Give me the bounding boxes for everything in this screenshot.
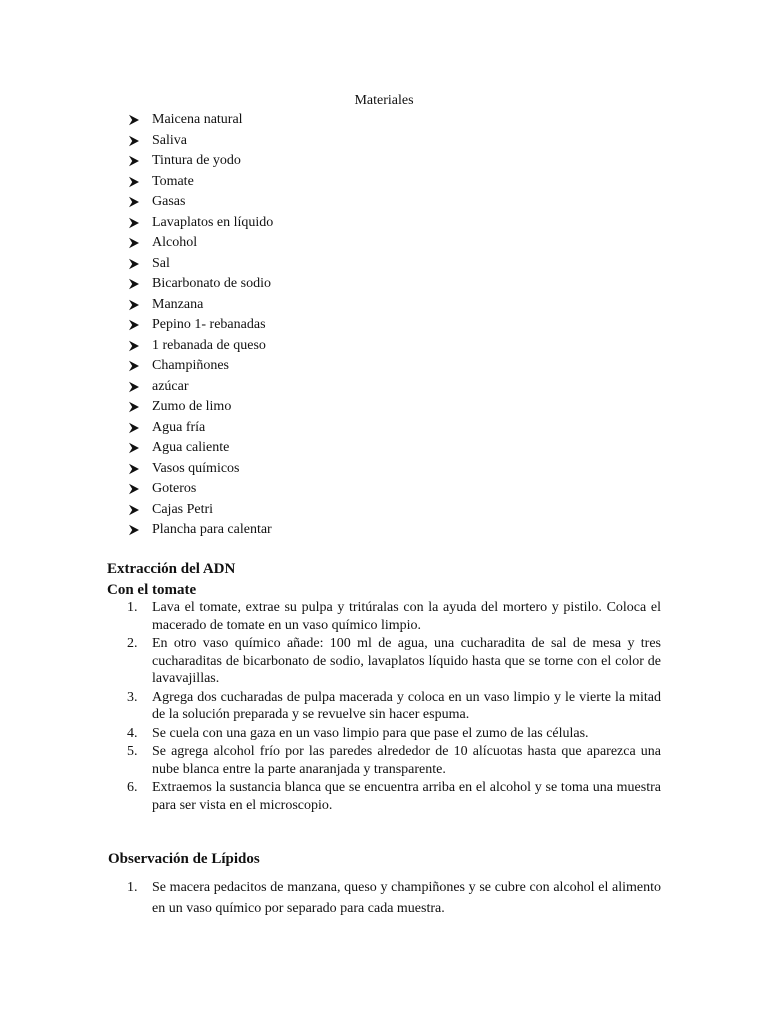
arrow-bullet-icon [128, 418, 152, 438]
material-item-label: Zumo de limo [152, 399, 232, 414]
step-number: 5. [127, 744, 138, 759]
material-item-label: Maicena natural [152, 112, 243, 127]
step-text: Se cuela con una gaza en un vaso limpio para que pase el zumo de las células. [152, 725, 589, 741]
material-item [128, 377, 273, 398]
material-item-label: Manzana [152, 296, 204, 312]
step-number: 3. [127, 689, 138, 705]
material-item-label: Plancha para calentar [152, 522, 272, 537]
arrow-bullet-icon [128, 356, 152, 376]
arrow-bullet-icon [128, 397, 152, 417]
arrow-bullet-icon [128, 315, 152, 335]
material-item-label: Cajas Petri [152, 501, 214, 517]
materials-title: Materiales [354, 93, 414, 108]
material-item-label: Alcohol [152, 235, 198, 250]
material-item [128, 397, 273, 418]
step-text: Agrega dos cucharadas de pulpa macerada y coloca en un vaso limpio y le vierte la mitad de la solución preparada y se revuelve sin hacer espuma. [152, 689, 661, 722]
arrow-bullet-icon [128, 479, 152, 499]
arrow-bullet-icon [128, 233, 152, 253]
step-item [107, 779, 661, 814]
material-item [128, 459, 273, 480]
material-item-label: azúcar [152, 378, 189, 394]
material-item [128, 192, 273, 213]
material-item [128, 418, 273, 439]
tomato-subheading: Con el tomate [107, 582, 197, 598]
material-item [128, 131, 273, 152]
step-text: En otro vaso químico añade: 100 ml de agua, una cucharadita de sal de mesa y tres cucharaditas de bicarbonato de sodio, lavaplatos líquido hasta que se torne con el color de lavavajillas. [152, 636, 661, 686]
material-item [128, 110, 273, 131]
material-item [128, 254, 273, 275]
material-item [128, 233, 273, 254]
material-item-label: Champiñones [152, 358, 229, 373]
step-number: 6. [127, 780, 138, 795]
step-item [107, 635, 661, 688]
material-item-label: Tintura de yodo [152, 153, 241, 168]
step-text: Se macera pedacitos de manzana, queso y champiñones y se cubre con alcohol el alimento en un vaso químico por separado para cada muestra. [152, 880, 661, 916]
material-item [128, 151, 273, 172]
material-item-label: Tomate [152, 173, 194, 189]
step-item [107, 743, 661, 778]
material-item [128, 520, 273, 541]
arrow-bullet-icon [128, 172, 152, 192]
arrow-bullet-icon [128, 438, 152, 458]
arrow-bullet-icon [128, 274, 152, 294]
material-item-label: Agua fría [152, 419, 206, 435]
arrow-bullet-icon [128, 377, 152, 397]
step-item [107, 725, 661, 743]
arrow-bullet-icon [128, 110, 152, 130]
arrow-bullet-icon [128, 151, 152, 171]
arrow-bullet-icon [128, 295, 152, 315]
dna-steps-list [107, 599, 661, 815]
material-item-label: Gasas [152, 194, 186, 209]
material-item [128, 295, 273, 316]
arrow-bullet-icon [128, 254, 152, 274]
material-item [128, 274, 273, 295]
step-text: Extraemos la sustancia blanca que se encuentra arriba en el alcohol y se toma una muestra para ser vista en el microscopio. [152, 780, 661, 813]
arrow-bullet-icon [128, 213, 152, 233]
arrow-bullet-icon [128, 459, 152, 479]
step-number: 1. [127, 880, 138, 895]
step-item [107, 689, 661, 724]
material-item [128, 315, 273, 336]
material-item [128, 500, 273, 521]
material-item-label: Bicarbonato de sodio [152, 276, 271, 291]
lipids-steps-list [107, 877, 661, 920]
step-number: 4. [127, 725, 138, 741]
arrow-bullet-icon [128, 500, 152, 520]
material-item-label: Agua caliente [152, 440, 230, 455]
arrow-bullet-icon [128, 520, 152, 540]
arrow-bullet-icon [128, 336, 152, 356]
material-item-label: Lavaplatos en líquido [152, 214, 274, 230]
step-item [107, 877, 661, 919]
materials-list [128, 110, 273, 541]
lipids-heading: Observación de Lípidos [108, 851, 260, 867]
material-item [128, 438, 273, 459]
arrow-bullet-icon [128, 192, 152, 212]
material-item-label: Saliva [152, 132, 187, 148]
material-item-label: Sal [152, 255, 170, 271]
material-item [128, 336, 273, 357]
step-text: Se agrega alcohol frío por las paredes alrededor de 10 alícuotas hasta que aparezca una nube blanca entre la parte anaranjada y transparente. [152, 744, 661, 777]
material-item [128, 479, 273, 500]
material-item-label: Pepino 1- rebanadas [152, 317, 266, 332]
material-item [128, 356, 273, 377]
material-item-label: Goteros [152, 481, 197, 496]
step-item [107, 599, 661, 634]
arrow-bullet-icon [128, 131, 152, 151]
material-item-label: Vasos químicos [152, 460, 240, 476]
step-number: 1. [127, 600, 138, 615]
material-item-label: 1 rebanada de queso [152, 337, 266, 353]
step-text: Lava el tomate, extrae su pulpa y tritúralas con la ayuda del mortero y pistilo. Coloca el macerado de tomate en un vaso químico limpio. [152, 600, 661, 633]
material-item [128, 172, 273, 193]
step-number: 2. [127, 636, 138, 651]
material-item [128, 213, 273, 234]
dna-extraction-heading: Extracción del ADN [107, 561, 236, 577]
